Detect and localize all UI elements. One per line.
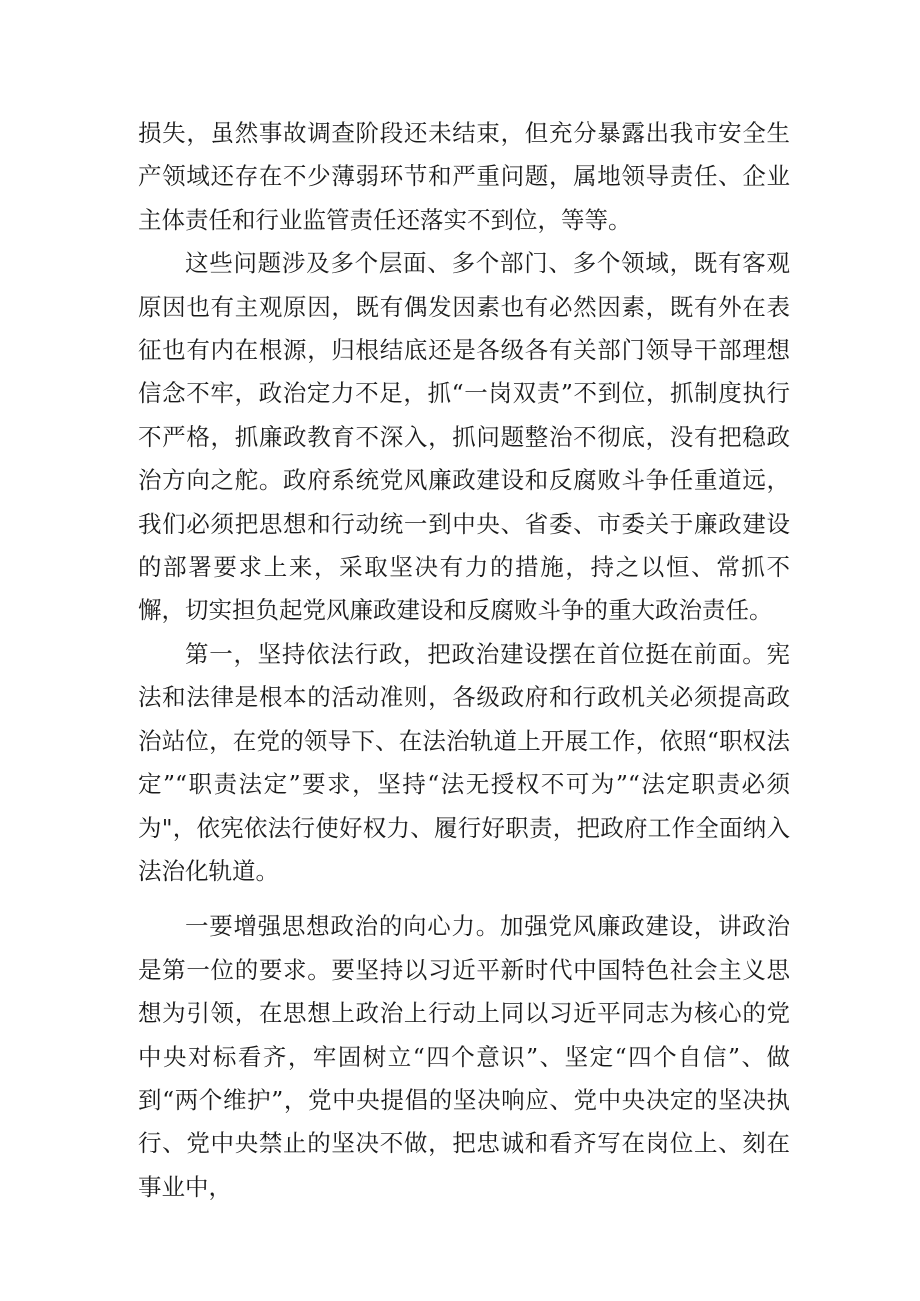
paragraph-1: 损失，虽然事故调查阶段还未结束，但充分暴露出我市安全生产领域还存在不少薄弱环节和严重问题，属地领导责任、企业主体责任和行业监管责任还落实不到位，等等。	[138, 119, 790, 234]
paragraph-3: 第一，坚持依法行政，把政治建设摆在首位挺在前面。宪法和法律是根本的活动准则，各级政府和行政机关必须提高政治站位，在党的领导下、在法治轨道上开展工作，依照“职权法定”“职责法定”要求，坚持“法无授权不可为”“法定职责必须为"，依宪依法行使好权力、履行好职责，把政府工作全面纳入法治化轨道。	[138, 639, 790, 885]
paragraph-4: 一要增强思想政治的向心力。加强党风廉政建设，讲政治是第一位的要求。要坚持以习近平新时代中国特色社会主义思想为引领，在思想上政治上行动上同以习近平同志为核心的党中央对标看齐，牢固树立“四个意识”、坚定“四个自信”、做到“两个维护”，党中央提倡的坚决响应、党中央决定的坚决执行、党中央禁止的坚决不做，把忠诚和看齐写在岗位上、刻在事业中，	[138, 912, 790, 1201]
paragraph-2: 这些问题涉及多个层面、多个部门、多个领域，既有客观原因也有主观原因，既有偶发因素也有必然因素，既有外在表征也有内在根源，归根结底还是各级各有关部门领导干部理想信念不牢，政治定力不足，抓“一岗双责”不到位，抓制度执行不严格，抓廉政教育不深入，抓问题整治不彻底，没有把稳政治方向之舵。政府系统党风廉政建设和反腐败斗争任重道远，我们必须把思想和行动统一到中央、省委、市委关于廉政建设的部署要求上来，采取坚决有力的措施，持之以恒、常抓不懈，切实担负起党风廉政建设和反腐败斗争的重大政治责任。	[138, 249, 790, 625]
document-body	[138, 112, 790, 1209]
